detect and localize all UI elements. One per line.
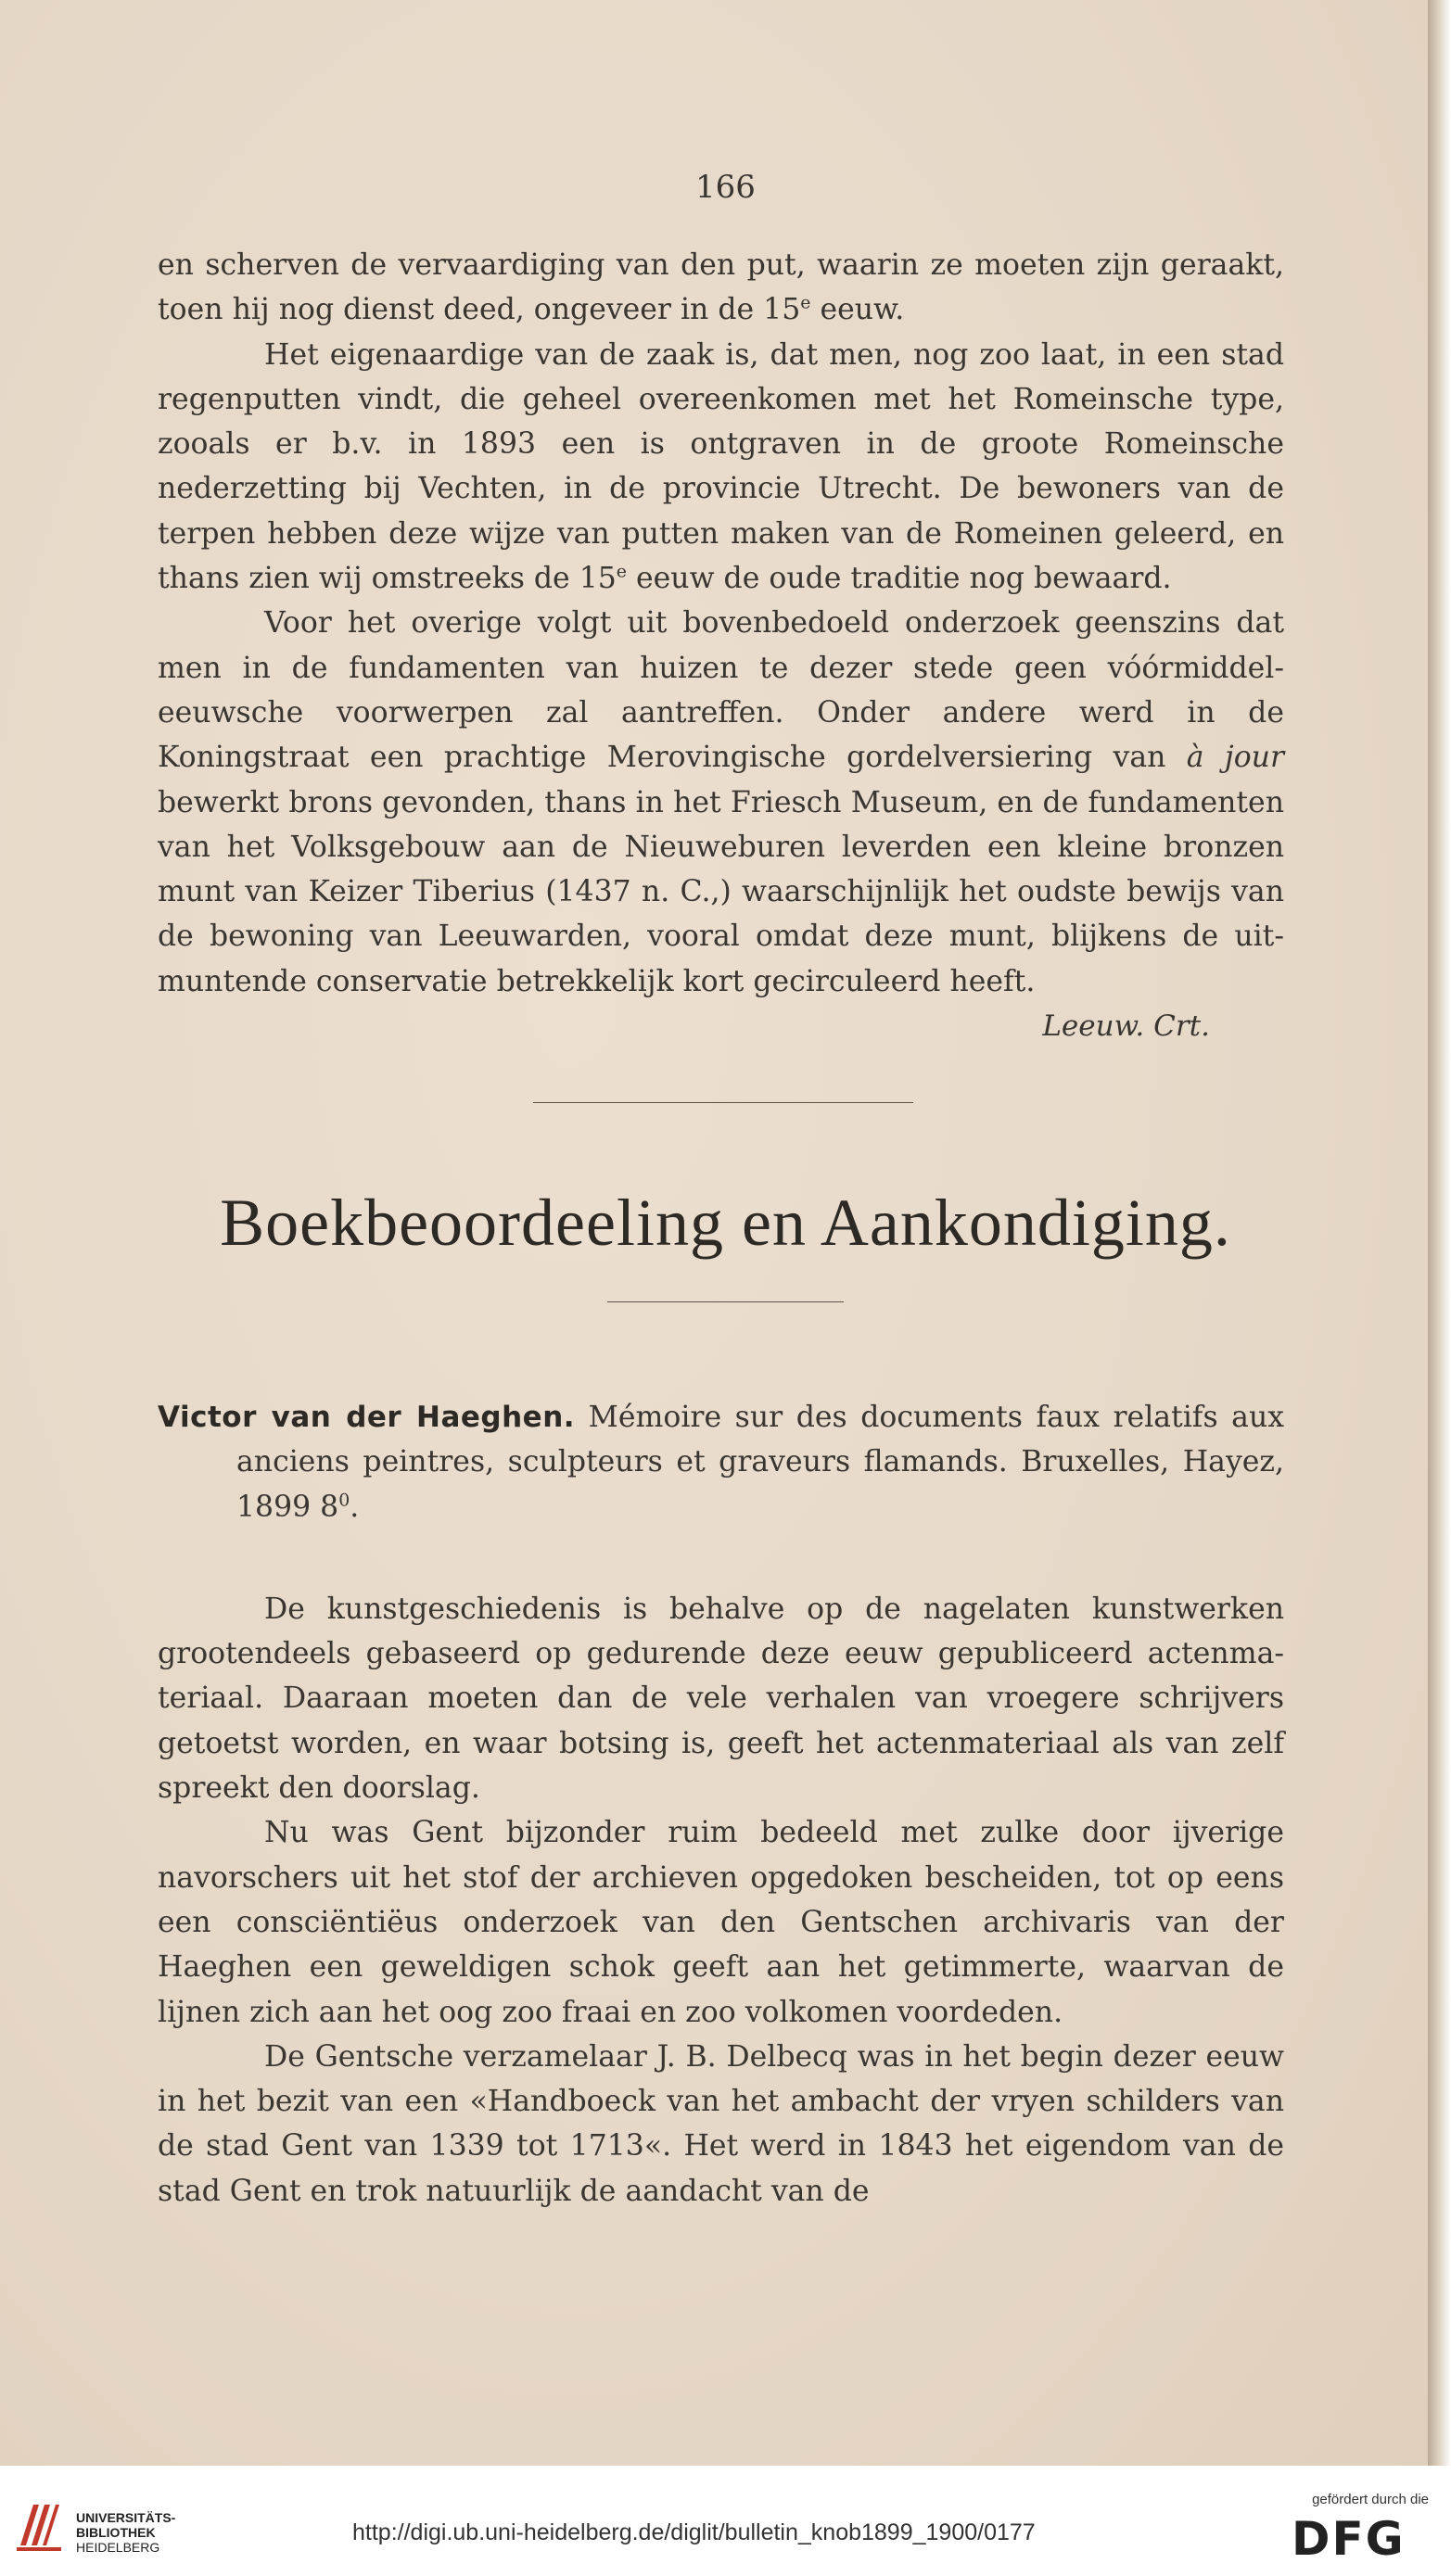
source-attribution: Leeuw. Crt. [1042, 1009, 1210, 1044]
funder-name: DFG [1292, 2514, 1406, 2560]
paragraph-text: Voor het overige volgt uit bovenbedoeld onderzoek geenszins dat men in de fundamenten van huizen te dezer stede geen vóórmiddel-eeuwsche voorwerpen zal aantreffen. Onder andere werd in de Koningstraat een prachtige Merovingische gordelversiering van [158, 606, 1284, 775]
italic-phrase: à jour [1186, 741, 1285, 775]
review-paragraph-3: De Gentsche verzamelaar J. B. Delbecq was in het begin dezer eeuw in het bezit van een «Handboeck van het ambacht der vryen schilders van de stad Gent van 1339 tot 1713«. Het werd in 1843 het eigendom van de stad Gent en trok natuurlijk de aandacht van de [158, 2039, 1284, 2208]
permalink-url[interactable]: http://digi.ub.uni-heidelberg.de/diglit/bulletin_knob1899_1900/0177 [352, 2519, 1036, 2545]
dfg-logo-icon [1292, 2514, 1431, 2560]
article-paragraph-3 [158, 601, 1284, 1004]
paragraph-text: en scherven de vervaardiging van den put, waarin ze moeten zijn geraakt, toen hij nog dienst deed, ongeveer in de 15 [158, 248, 1284, 327]
library-name-line: BIBLIOTHEK [76, 2525, 156, 2540]
review-paragraph-2: Nu was Gent bijzonder ruim bedeeld met zulke door ijverige navorschers uit het stof der archieven opgedoken bescheiden, tot op eens een consciëntiëus onderzoek van den Gentschen archivaris van der Haeghen een geweldigen schok geeft aan het getimmerte, waarvan de lijnen zich aan het oog zoo fraai en zoo volkomen voordeden. [158, 1816, 1284, 2029]
library-name-line: HEIDELBERG [76, 2540, 160, 2555]
citation-text: . [350, 1490, 360, 1524]
page-number: 166 [695, 169, 756, 206]
separator-rule [533, 1102, 913, 1103]
spacer [158, 1529, 1284, 1587]
review-citation [158, 1395, 1284, 1529]
review-paragraph-1: De kunstgeschiedenis is behalve op de nagelaten kunstwerken grootendeels gebaseerd op gedurende deze eeuw gepubliceerd actenma-teriaal. Daaraan moeten dan de vele verhalen van vroegere schrijvers getoetst worden, en waar botsing is, geeft het actenmateriaal als van zelf spreekt den doorslag. [158, 1592, 1284, 1806]
superscript: e [800, 292, 811, 313]
paragraph-text: Het eigenaardige van de zaak is, dat men, nog zoo laat, in een stad regenputten vindt, die geheel overeenkomen met het Romeinsche type, zooals er b.v. in 1893 een is ontgraven in de groote Romeinsche nederzetting bij Vechten, in de provincie Utrecht. De bewoners van de terpen hebben deze wijze van putten maken van de Romeinen geleerd, en thans zien wij omstreeks de 15 [158, 337, 1284, 596]
superscript: e [616, 561, 627, 582]
article-paragraph-2 [158, 333, 1284, 602]
heading-underline-rule [607, 1301, 844, 1302]
paragraph-text: bewerkt brons gevonden, thans in het Friesch Museum, en de fundamenten van het Volksgebouw aan de Nieuweburen leverden een kleine bronzen munt van Keizer Tiberius (1437 n. C.,) waarschijnlijk het oudste bewijs van de bewoning van Leeuwarden, vooral omdat deze munt, blijkens de uit-muntende conservatie betrekkelijk kort gecirculeerd heeft. [158, 785, 1284, 998]
viewer-footer [0, 2471, 1451, 2576]
paragraph-text: eeuw. [810, 293, 905, 327]
library-name [76, 2510, 175, 2555]
superscript: 0 [338, 1490, 350, 1511]
book-review [158, 1395, 1284, 2214]
funding-caption: gefördert durch die [1312, 2492, 1429, 2507]
section-heading: Boekbeoordeeling en Aankondiging. [220, 1186, 1231, 1260]
paragraph-text: eeuw de oude traditie nog bewaard. [626, 562, 1172, 596]
library-name-line: UNIVERSITÄTS- [76, 2510, 176, 2525]
article-paragraph-1 [158, 243, 1284, 333]
citation-text: Mémoire sur des documents faux relatifs aux anciens peintres, sculpteurs et graveurs flamands. Bruxelles, Hayez, 1899 8 [236, 1401, 1284, 1524]
review-author: Victor van der Haeghen. [158, 1401, 576, 1434]
university-library-logo-icon [15, 2499, 63, 2553]
article-body [158, 243, 1284, 1048]
